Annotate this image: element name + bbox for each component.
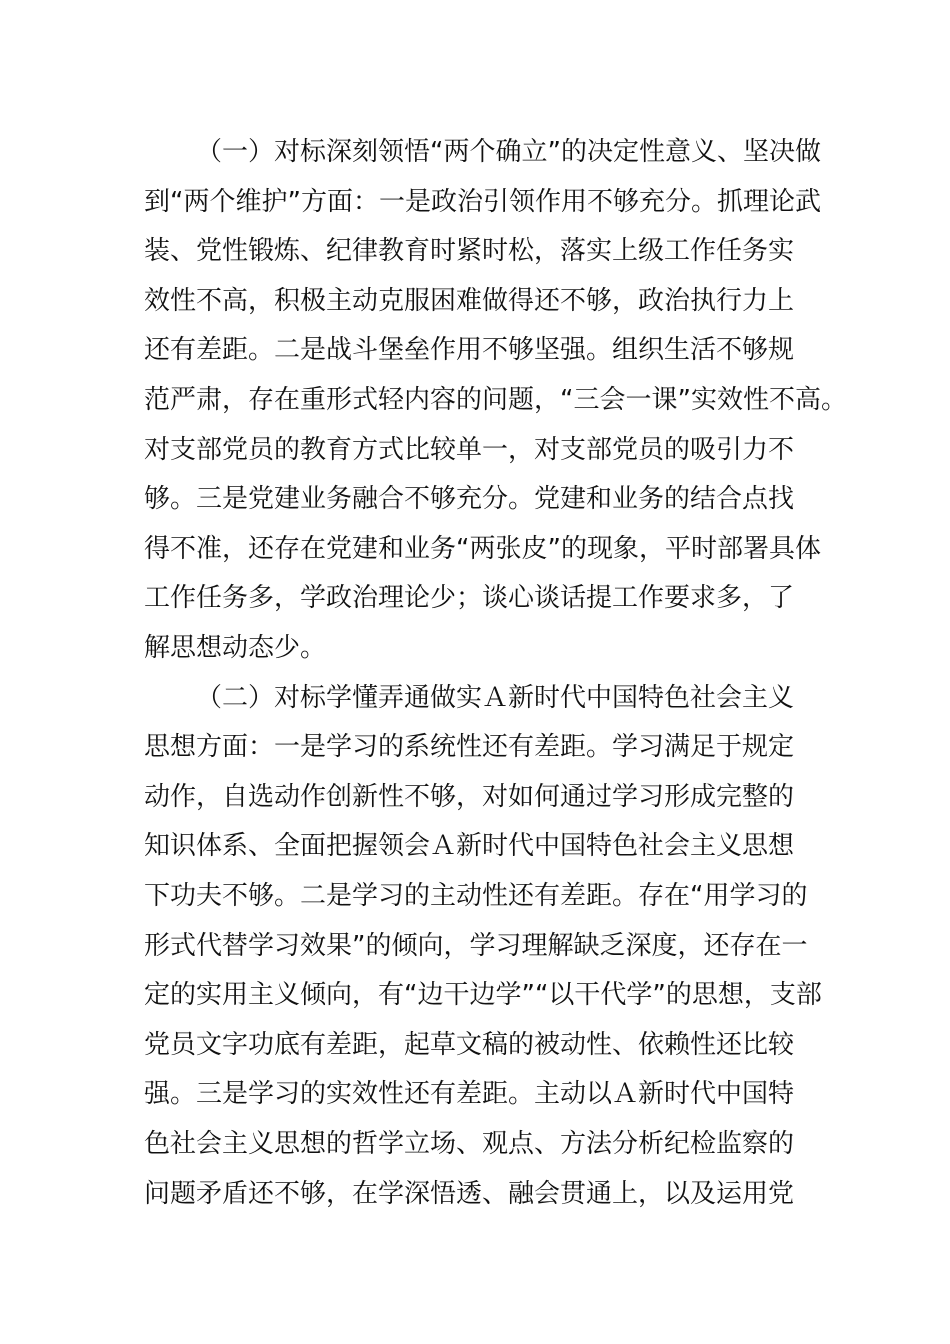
paragraph-1-line-6: 范严肃，存在重形式轻内容的问题，“三会一课”实效性不高。	[144, 385, 847, 415]
paragraph-1-line-1: （一）对标深刻领悟“两个确立”的决定性意义、坚决做	[196, 137, 821, 167]
paragraph-1-line-3: 装、党性锻炼、纪律教育时紧时松，落实上级工作任务实	[144, 236, 795, 266]
paragraph-2-line-10: 色社会主义思想的哲学立场、观点、方法分析纪检监察的	[144, 1129, 795, 1159]
paragraph-2-line-6: 形式代替学习效果”的倾向，学习理解缺乏深度，还存在一	[144, 931, 808, 961]
paragraph-2-line-1: （二）对标学懂弄通做实Ａ新时代中国特色社会主义	[196, 683, 795, 713]
paragraph-1-line-10: 工作任务多，学政治理论少；谈心谈话提工作要求多，了	[144, 583, 795, 613]
paragraph-1-line-4: 效性不高，积极主动克服困难做得还不够，政治执行力上	[144, 286, 795, 316]
paragraph-1-line-11: 解思想动态少。	[144, 633, 327, 663]
paragraph-2-line-2: 思想方面：一是学习的系统性还有差距。学习满足于规定	[144, 732, 795, 762]
paragraph-1-line-2: 到“两个维护”方面：一是政治引领作用不够充分。抓理论武	[144, 187, 821, 217]
paragraph-2-line-7: 定的实用主义倾向，有“边干边学”“以干代学”的思想，支部	[144, 980, 822, 1010]
paragraph-2-line-5: 下功夫不够。二是学习的主动性还有差距。存在“用学习的	[144, 881, 808, 911]
paragraph-2-line-4: 知识体系、全面把握领会Ａ新时代中国特色社会主义思想	[144, 831, 795, 861]
paragraph-2-line-9: 强。三是学习的实效性还有差距。主动以Ａ新时代中国特	[144, 1079, 795, 1109]
paragraph-1-line-8: 够。三是党建业务融合不够充分。党建和业务的结合点找	[144, 484, 795, 514]
paragraph-2-line-11: 问题矛盾还不够，在学深悟透、融会贯通上，以及运用党	[144, 1179, 795, 1209]
paragraph-2-line-3: 动作，自选动作创新性不够，对如何通过学习形成完整的	[144, 782, 795, 812]
paragraph-1-line-9: 得不准，还存在党建和业务“两张皮”的现象，平时部署具体	[144, 534, 821, 564]
paragraph-1-line-5: 还有差距。二是战斗堡垒作用不够坚强。组织生活不够规	[144, 335, 795, 365]
paragraph-1-line-7: 对支部党员的教育方式比较单一，对支部党员的吸引力不	[144, 435, 795, 465]
paragraph-2-line-8: 党员文字功底有差距，起草文稿的被动性、依赖性还比较	[144, 1030, 795, 1060]
